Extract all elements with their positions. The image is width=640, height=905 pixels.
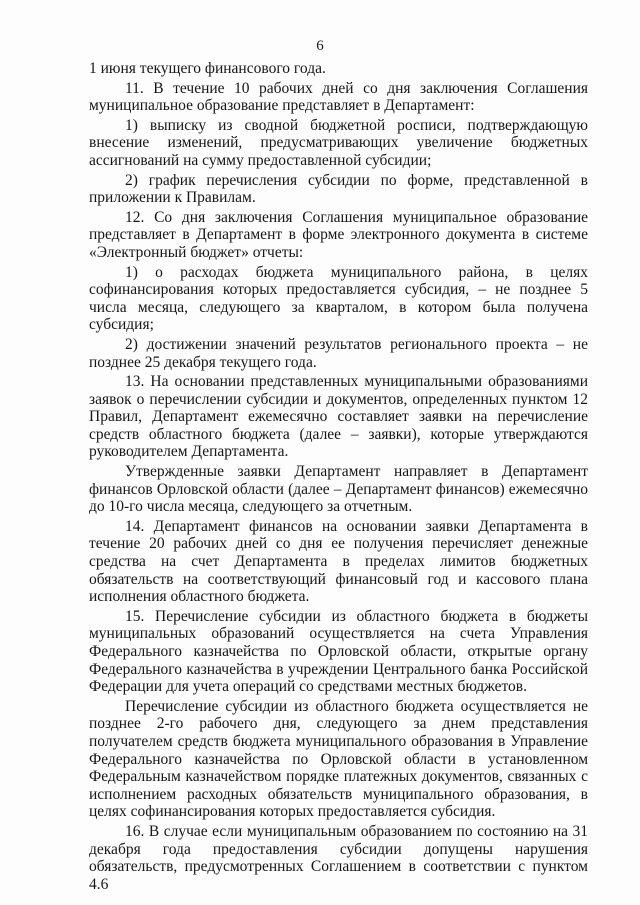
paragraph-item-13: 13. На основании представленных муниципальными образованиями заявок о перечислении субсидии и документов, определенных пунктом 12 Правил, Департамент ежемесячно составляет заявки на перечисление средств областного бюджета (далее – заявки), которые утверждаются руководителем Департамента. bbox=[89, 373, 588, 461]
paragraph-item-16: 16. В случае если муниципальным образованием по состоянию на 31 декабря года предоставления субсидии допущены нарушения обязательств, предусмотренных Соглашением в соответствии с пунктом 4.6 bbox=[89, 822, 588, 893]
paragraph-item-15: 15. Перечисление субсидии из областного бюджета в бюджеты муниципальных образований осуществляется на счета Управления Федерального казначейства по Орловской области, открытые органу Федерального казначейства в учреждении Центрального банка Российской Федерации для учета операций со средствами местных бюджетов. bbox=[89, 607, 588, 696]
page-number: 6 bbox=[316, 38, 324, 54]
paragraph-item-15-transfer: Перечисление субсидии из областного бюджета осуществляется не позднее 2-го рабочего дня, следующего за днем представления получателем средств бюджета муниципального образования в Управление Федерального казначейства по Орловской области в установленном Федеральным казначейством порядке платежных документов, связанных с исполнением расходных обязательств муниципального образования, в целях софинансирования которых предоставляется субсидия. bbox=[89, 697, 588, 821]
document-body bbox=[89, 60, 588, 893]
paragraph-item-14: 14. Департамент финансов на основании заявки Департамента в течение 20 рабочих дней со дня ее получения перечисляет денежные средства на счет Департамента в пределах лимитов бюджетных обязательств на соответствующий финансовый год и кассового плана исполнения областного бюджета. bbox=[89, 517, 588, 606]
paragraph-item-13-approved: Утвержденные заявки Департамент направляет в Департамент финансов Орловской области (далее – Департамент финансов) ежемесячно до 10-го числа месяца, следующего за отчетным. bbox=[89, 463, 588, 516]
paragraph-item-11: 11. В течение 10 рабочих дней со дня заключения Соглашения муниципальное образование представляет в Департамент: bbox=[89, 79, 588, 115]
paragraph-item-12-2: 2) достижении значений результатов регионального проекта – не позднее 25 декабря текущего года. bbox=[89, 335, 588, 371]
paragraph-continuation: 1 июня текущего финансового года. bbox=[89, 60, 326, 77]
paragraph-item-12: 12. Со дня заключения Соглашения муниципальное образование представляет в Департамент в форме электронного документа в системе «Электронный бюджет» отчеты: bbox=[89, 208, 588, 261]
paragraph-item-11-2: 2) график перечисления субсидии по форме, представленной в приложении к Правилам. bbox=[89, 171, 588, 207]
paragraph-item-12-1: 1) о расходах бюджета муниципального района, в целях софинансирования которых предоставляется субсидия, – не позднее 5 числа месяца, следующего за кварталом, в котором была получена субсидия; bbox=[89, 263, 588, 334]
paragraph-item-11-1: 1) выписку из сводной бюджетной росписи, подтверждающую внесение изменений, предусматривающих увеличение бюджетных ассигнований на сумму предоставленной субсидии; bbox=[89, 116, 588, 169]
